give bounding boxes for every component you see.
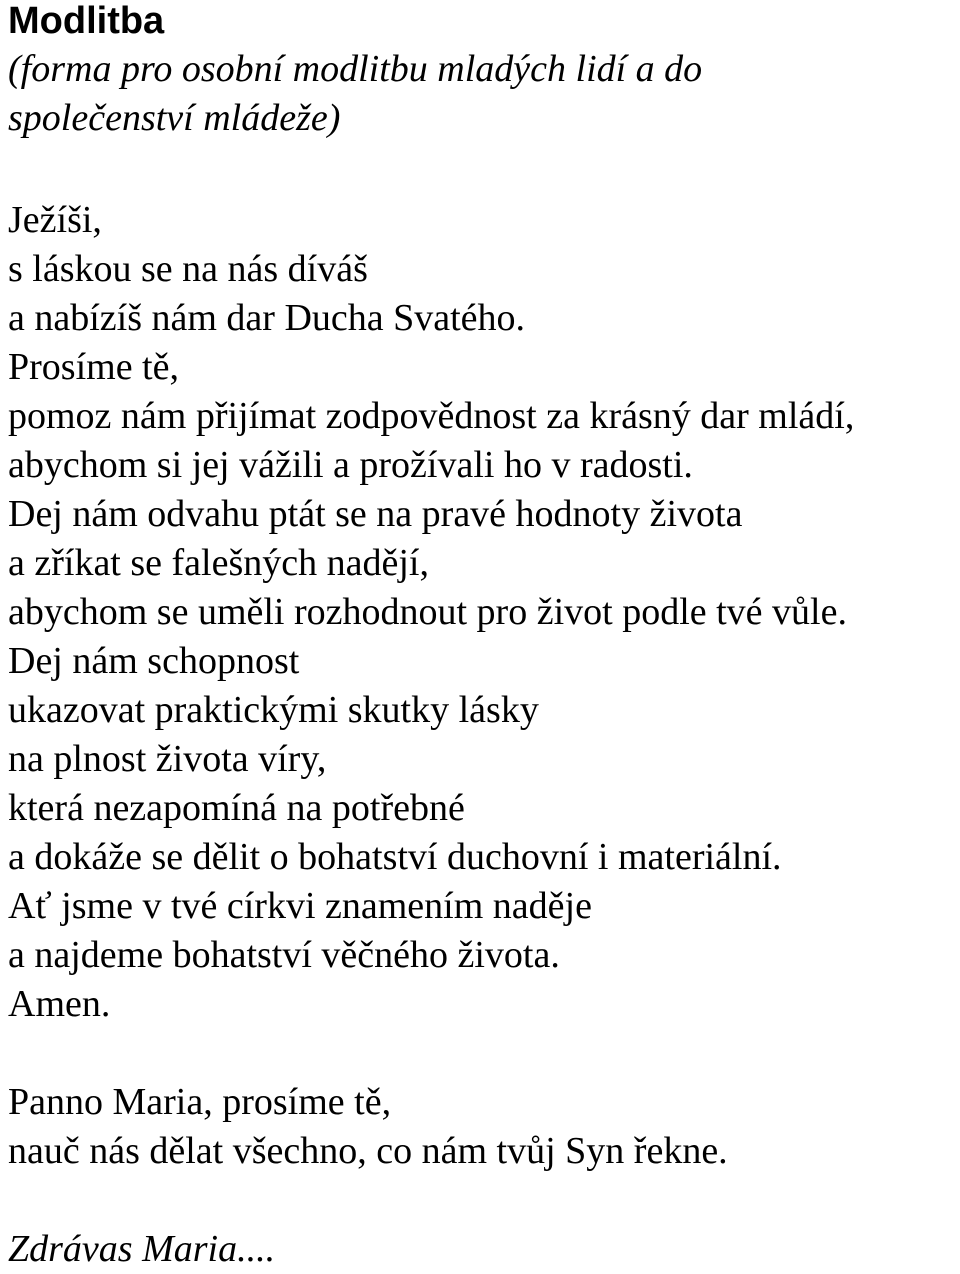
prayer-line: pomoz nám přijímat zodpovědnost za krásný dar mládí, — [8, 395, 855, 437]
subtitle — [8, 45, 956, 143]
prayer-line: s láskou se na nás díváš — [8, 248, 368, 290]
prayer-line: a nabízíš nám dar Ducha Svatého. — [8, 297, 526, 339]
prayer-line: která nezapomíná na potřebné — [8, 787, 465, 829]
prayer-line: na plnost života víry, — [8, 738, 327, 780]
document-title: Modlitba — [8, 0, 165, 42]
petition-line: Panno Maria, prosíme tě, — [8, 1081, 392, 1123]
prayer-line: abychom se uměli rozhodnout pro život podle tvé vůle. — [8, 591, 847, 633]
prayer-line: Ježíši, — [8, 199, 102, 241]
prayer-line: Dej nám schopnost — [8, 640, 300, 682]
prayer-line: Ať jsme v tvé církvi znamením naděje — [8, 885, 592, 927]
prayer-body — [8, 196, 956, 1029]
prayer-line: Dej nám odvahu ptát se na pravé hodnoty života — [8, 493, 743, 535]
prayer-line: a zříkat se falešných nadějí, — [8, 542, 429, 584]
mary-petition — [8, 1078, 956, 1176]
prayer-line: Prosíme tě, — [8, 346, 179, 388]
prayer-line: a najdeme bohatství věčného života. — [8, 934, 560, 976]
petition-line: nauč nás dělat všechno, co nám tvůj Syn řekne. — [8, 1130, 728, 1172]
closing-line: Zdrávas Maria.... — [8, 1228, 276, 1270]
prayer-line: Amen. — [8, 983, 111, 1025]
prayer-line: a dokáže se dělit o bohatství duchovní i materiální. — [8, 836, 782, 878]
document-page — [8, 0, 956, 1274]
prayer-line: abychom si jej vážili a prožívali ho v radosti. — [8, 444, 693, 486]
prayer-line: ukazovat praktickými skutky lásky — [8, 689, 539, 731]
subtitle-line: společenství mládeže) — [8, 97, 341, 139]
subtitle-line: (forma pro osobní modlitbu mladých lidí a do — [8, 48, 703, 90]
